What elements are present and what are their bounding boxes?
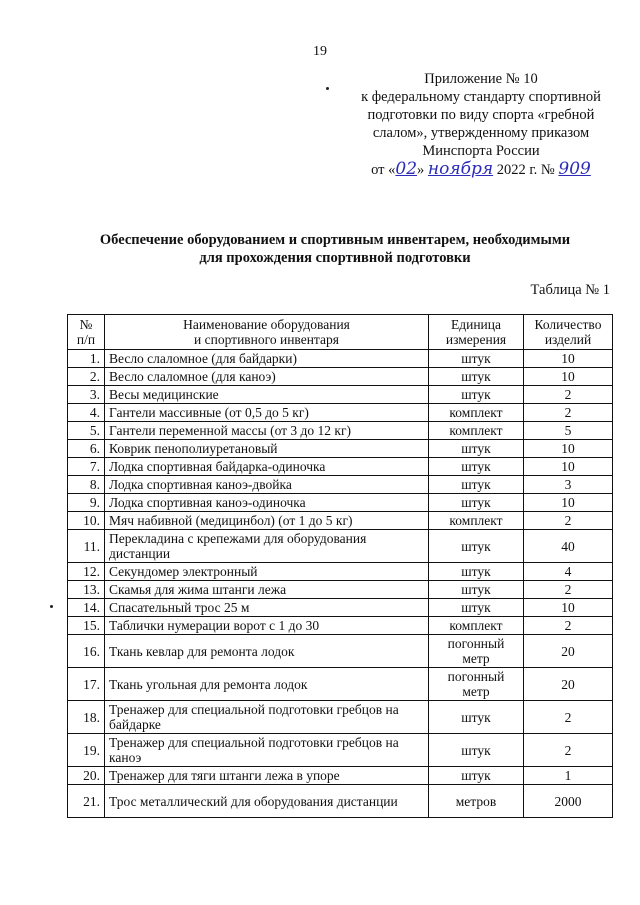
table-row: 18. Тренажер для специальной подготовки гребцов на байдарке штук 2 xyxy=(68,701,613,734)
heading-line: Обеспечение оборудованием и спортивным инвентарем, необходимыми xyxy=(99,232,571,248)
table-row: 1. Весло слаломное (для байдарки) штук 10 xyxy=(68,350,613,368)
table-row: 5. Гантели переменной массы (от 3 до 12 кг) комплект 5 xyxy=(68,422,613,440)
date-year: 2022 г. № xyxy=(493,162,559,178)
header-unit: Единица измерения xyxy=(429,315,524,350)
table-row: 14. Спасательный трос 25 м штук 10 xyxy=(68,599,613,617)
appendix-line: слалом», утвержденному приказом xyxy=(372,125,590,141)
page-number: 19 xyxy=(313,44,327,59)
appendix-line: подготовки по виду спорта «гребной xyxy=(367,107,595,123)
header-number: № п/п xyxy=(68,315,105,350)
table-row: 11. Перекладина с крепежами для оборудования дистанции штук 40 xyxy=(68,530,613,563)
appendix-title: Приложение № 10 xyxy=(424,71,538,87)
appendix-line: к федеральному стандарту спортивной xyxy=(361,89,601,105)
header-quantity: Количество изделий xyxy=(524,315,613,350)
table-row: 13. Скамья для жима штанги лежа штук 2 xyxy=(68,581,613,599)
table-row: 3. Весы медицинские штук 2 xyxy=(68,386,613,404)
scan-dot xyxy=(50,605,53,608)
table-header-row xyxy=(68,315,613,350)
scan-dot xyxy=(326,87,329,90)
table-row: 10. Мяч набивной (медицинбол) (от 1 до 5 кг) комплект 2 xyxy=(68,512,613,530)
table-row: 20. Тренажер для тяги штанги лежа в упоре штук 1 xyxy=(68,767,613,785)
table-row: 19. Тренажер для специальной подготовки гребцов на каноэ штук 2 xyxy=(68,734,613,767)
table-row: 2. Весло слаломное (для каноэ) штук 10 xyxy=(68,368,613,386)
table-row: 7. Лодка спортивная байдарка-одиночка штук 10 xyxy=(68,458,613,476)
handwritten-month: ноября xyxy=(427,159,494,179)
appendix-block xyxy=(340,70,622,179)
table-row: 8. Лодка спортивная каноэ-двойка штук 3 xyxy=(68,476,613,494)
date-prefix: от « xyxy=(371,162,396,178)
table-row: 9. Лодка спортивная каноэ-одиночка штук 10 xyxy=(68,494,613,512)
table-label: Таблица № 1 xyxy=(530,282,610,298)
table-row: 16. Ткань кевлар для ремонта лодок погонный метр 20 xyxy=(68,635,613,668)
equipment-table xyxy=(67,314,613,818)
document-heading xyxy=(70,231,600,267)
table-row: 12. Секундомер электронный штук 4 xyxy=(68,563,613,581)
table-row: 17. Ткань угольная для ремонта лодок погонный метр 20 xyxy=(68,668,613,701)
handwritten-order-number: 909 xyxy=(558,159,591,179)
appendix-line: Минспорта России xyxy=(422,143,540,159)
table-row: 6. Коврик пенополиуретановый штук 10 xyxy=(68,440,613,458)
table-row: 4. Гантели массивные (от 0,5 до 5 кг) комплект 2 xyxy=(68,404,613,422)
table-row: 15. Таблички нумерации ворот с 1 до 30 комплект 2 xyxy=(68,617,613,635)
order-date-line xyxy=(340,160,622,179)
date-mid: » xyxy=(417,162,428,178)
handwritten-day: 02 xyxy=(395,159,418,179)
header-name: Наименование оборудования и спортивного инвентаря xyxy=(105,315,429,350)
table-row: 21. Трос металлический для оборудования дистанции метров 2000 xyxy=(68,785,613,818)
heading-line: для прохождения спортивной подготовки xyxy=(199,250,471,266)
